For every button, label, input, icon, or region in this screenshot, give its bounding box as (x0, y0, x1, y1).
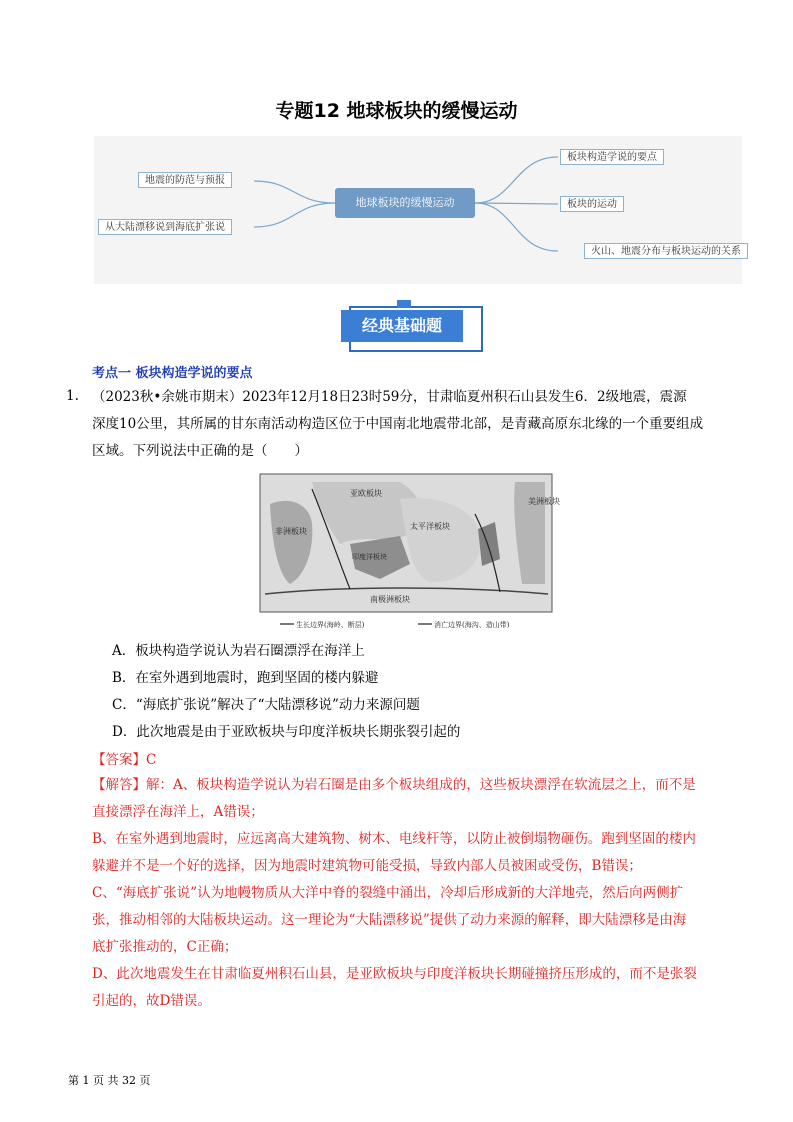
mind-map-node-plate-motion: 板块的运动 (560, 196, 624, 212)
explanation-line: 【解答】解：A、板块构造学说认为岩石圈是由多个板块组成的，这些板块漂浮在软流层之上，而不是 (92, 777, 696, 793)
explanation-line: 直接漂浮在海洋上，A错误； (92, 804, 264, 820)
plate-label: 美洲板块 (528, 497, 560, 506)
badge-tab (397, 300, 411, 308)
legend-subduction: 消亡边界(海沟、造山带) (434, 621, 510, 629)
section-badge (341, 300, 481, 350)
badge-label: 经典基础题 (341, 310, 463, 342)
plate-label: 非洲板块 (275, 527, 307, 536)
plate-map (260, 474, 560, 632)
plate-label: 亚欧板块 (350, 489, 382, 498)
page-footer: 第 1 页 共 32 页 (68, 1074, 151, 1087)
mind-map-node-drift-to-spreading: 从大陆漂移说到海底扩张说 (98, 219, 232, 235)
section-heading: 考点一 板块构造学说的要点 (92, 366, 253, 381)
question-line: 区域。下列说法中正确的是（ ） (92, 443, 308, 459)
mind-map-node-volcano-distribution: 火山、地震分布与板块运动的关系 (584, 243, 748, 259)
page-title: 专题12 地球板块的缓慢运动 (275, 100, 518, 122)
answer-explanation (92, 772, 742, 1015)
question-line: （2023秋•余姚市期末）2023年12月18日23时59分，甘肃临夏州积石山县发生6．2级地震，震源 (92, 389, 687, 405)
explanation-line: 张，推动相邻的大陆板块运动。这一理论为“大陆漂移说”提供了动力来源的解释，即大陆漂移是由海 (92, 912, 687, 928)
plate-label: 太平洋板块 (410, 522, 450, 531)
option-d: D．此次地震是由于亚欧板块与印度洋板块长期张裂引起的 (112, 724, 461, 740)
mind-map-center: 地球板块的缓慢运动 (335, 188, 475, 218)
mind-map-node-earthquake-prevention: 地震的防范与预报 (138, 172, 232, 188)
plate-label: 南极洲板块 (370, 595, 410, 604)
explanation-line: 引起的，故D错误。 (92, 993, 211, 1009)
explanation-line: 躲避并不是一个好的选择，因为地震时建筑物可能受损，导致内部人员被困或受伤，B错误； (92, 858, 642, 874)
explanation-line: 底扩张推动的，C正确； (92, 939, 238, 955)
plate-label: 印度洋板块 (352, 553, 387, 561)
question-number: 1. (66, 388, 79, 404)
plate-map-image (260, 474, 560, 632)
option-c: C．“海底扩张说”解决了“大陆漂移说”动力来源问题 (112, 697, 420, 713)
option-a: A．板块构造学说认为岩石圈漂浮在海洋上 (112, 643, 365, 659)
explanation-line: C、“海底扩张说”认为地幔物质从大洋中脊的裂缝中涌出，冷却后形成新的大洋地壳，然后向两侧扩 (92, 885, 684, 901)
legend-growth: 生长边界(海岭、断层) (296, 621, 365, 629)
mind-map (94, 136, 742, 284)
explanation-line: D、此次地震发生在甘肃临夏州积石山县，是亚欧板块与印度洋板块长期碰撞挤压形成的，而不是张裂 (92, 966, 697, 982)
question-stem (92, 384, 742, 465)
question-line: 深度10公里，其所属的甘东南活动构造区位于中国南北地震带北部，是青藏高原东北缘的一个重要组成 (92, 416, 704, 432)
option-b: B．在室外遇到地震时，跑到坚固的楼内躲避 (112, 670, 379, 686)
mind-map-node-plate-theory: 板块构造学说的要点 (560, 149, 664, 165)
explanation-line: B、在室外遇到地震时，应远离高大建筑物、树木、电线杆等，以防止被倒塌物砸伤。跑到坚固的楼内 (92, 831, 696, 847)
answer-label: 【答案】C (92, 752, 157, 768)
